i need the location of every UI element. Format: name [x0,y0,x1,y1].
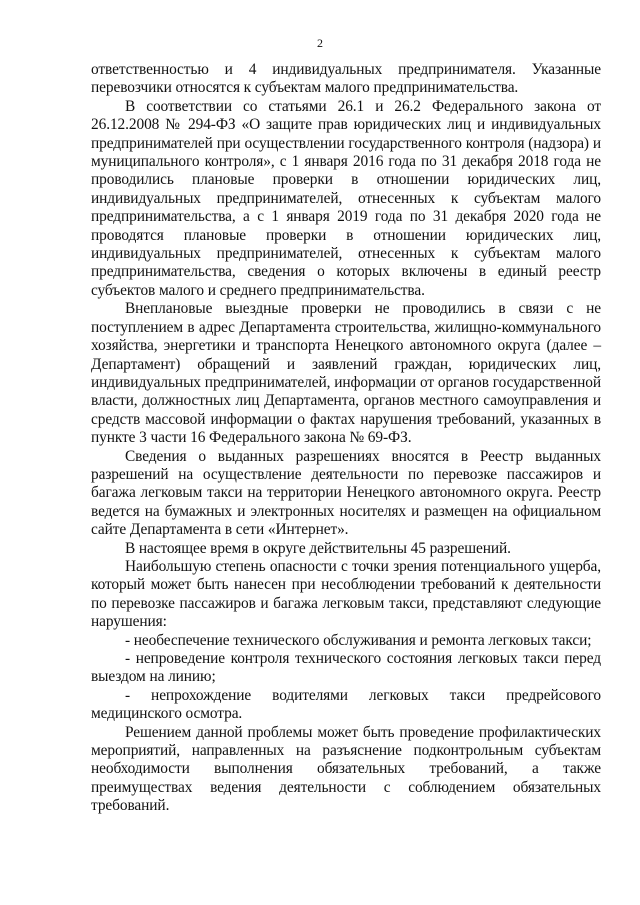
paragraph-solution: Решением данной проблемы может быть проведение профилактических мероприятий, направленных на разъяснение подконтрольным субъектам необходимости выполнения обязательных требований, а также преимуществах ведения деятельности с соблюдением обязательных требований. [91,723,601,815]
list-item-technical-control: - непроведение контроля технического состояния легковых такси перед выездом на линию; [91,650,601,686]
paragraph-violations-intro: Наибольшую степень опасности с точки зрения потенциального ущерба, который может быть нанесен при несоблюдении требований к деятельности по перевозке пассажиров и багажа легковым такси, представляют следующие нарушения: [91,557,601,631]
paragraph-planned-inspections: В соответствии со статьями 26.1 и 26.2 Федерального закона от 26.12.2008 № 294-ФЗ «О защите прав юридических лиц и индивидуальных предпринимателей при осуществлении государственного контроля (надзора) и муниципального контроля», с 1 января 2016 года по 31 декабря 2018 года не проводились плановые проверки в отношении юридических лиц, индивидуальных предпринимателей, отнесенных к субъектам малого предпринимательства, а с 1 января 2019 года по 31 декабря 2020 года не проводятся плановые проверки в отношении юридических лиц, индивидуальных предпринимателей, отнесенных к субъектам малого предпринимательства, сведения о которых включены в единый реестр субъектов малого и среднего предпринимательства. [91,97,601,299]
list-item-maintenance: - необеспечение технического обслуживания и ремонта легковых такси; [125,631,592,649]
paragraph-unscheduled-inspections: Внеплановые выездные проверки не проводились в связи с не поступлением в адрес Департамента строительства, жилищно-коммунального хозяйства, энергетики и транспорта Ненецкого автономного округа (далее – Департамент) обращений и заявлений граждан, юридических лиц, индивидуальных предпринимателей, информации от органов государственной власти, должностных лиц Департамента, органов местного самоуправления и средств массовой информации о фактах нарушения требований, указанных в пункте 3 части 16 Федерального закона № 69-ФЗ. [91,300,601,447]
paragraph-continuation: ответственностью и 4 индивидуальных предпринимателя. Указанные перевозчики относятся к субъектам малого предпринимательства. [91,61,601,97]
document-body [91,61,601,816]
paragraph-permits-count: В настоящее время в округе действительны 45 разрешений. [125,539,511,557]
page-number: 2 [317,36,323,50]
list-item-medical-check: - непрохождение водителями легковых такси предрейсового медицинского осмотра. [91,686,601,723]
paragraph-permits-registry: Сведения о выданных разрешениях вносятся в Реестр выданных разрешений на осуществление деятельности по перевозке пассажиров и багажа легковым такси на территории Ненецкого автономного округа. Реестр ведется на бумажных и электронных носителях и размещен на официальном сайте Департамента в сети «Интернет». [91,447,601,539]
